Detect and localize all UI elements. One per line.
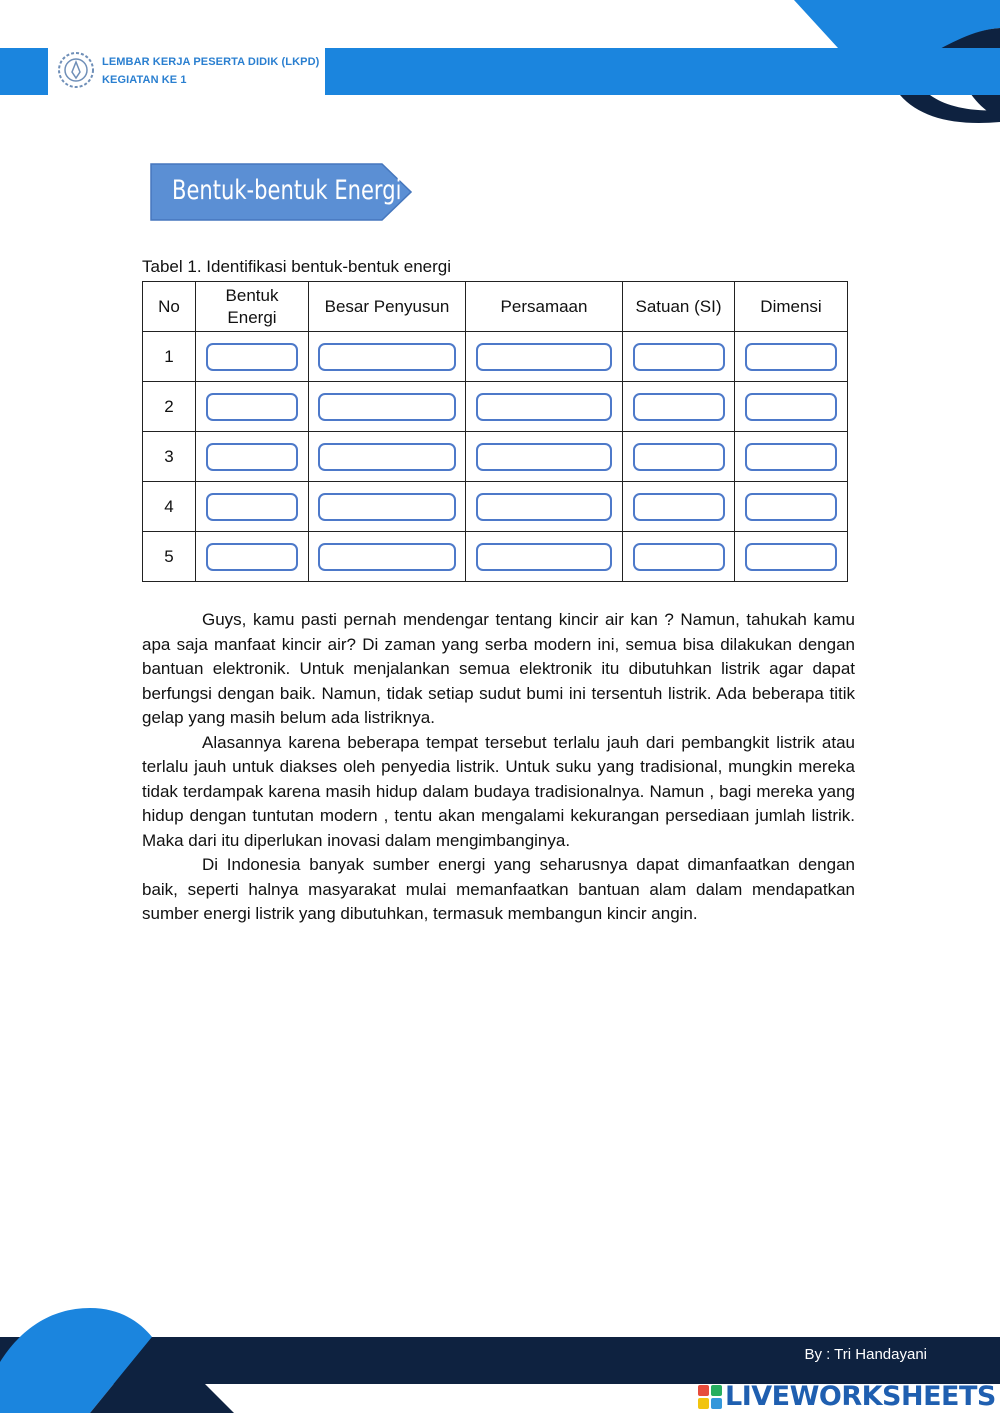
liveworksheets-live-icon [698,1385,722,1409]
school-logo-icon [56,50,96,90]
liveworksheets-logo [698,1382,996,1412]
answer-field-bentuk-energi[interactable] [206,443,298,471]
row-number: 4 [143,482,196,532]
section-title: Bentuk-bentuk Energi [172,175,402,206]
col-header-besar-penyusun: Besar Penyusun [309,282,466,332]
header-bar-left [0,48,48,95]
energy-table [142,281,848,582]
header-bar-right [325,48,1000,95]
answer-field-persamaan[interactable] [476,443,612,471]
answer-field-satuan[interactable] [633,493,725,521]
answer-field-persamaan[interactable] [476,343,612,371]
answer-field-besar-penyusun[interactable] [318,543,456,571]
paragraph-1: Guys, kamu pasti pernah mendengar tentang kincir air kan ? Namun, tahukah kamu apa saja manfaat kincir air? Di zaman yang serba modern ini, semua bisa dilakukan dengan bantuan elektronik. Untuk menjalankan semua elektronik itu dibutuhkan listrik agar dapat berfungsi dengan baik. Namun, tidak setiap sudut bumi ini tersentuh listrik. Ada beberapa titik gelap yang masih belum ada listriknya. [142,610,855,727]
col-header-no: No [143,282,196,332]
col-header-dimensi: Dimensi [735,282,848,332]
answer-field-persamaan[interactable] [476,493,612,521]
answer-field-dimensi[interactable] [745,343,837,371]
row-number: 5 [143,532,196,582]
header-title-line2: KEGIATAN KE 1 [102,74,187,86]
answer-field-persamaan[interactable] [476,543,612,571]
answer-field-satuan[interactable] [633,343,725,371]
col-header-bentuk-line1: Bentuk [225,285,279,305]
table-row [143,482,848,532]
liveworksheets-wordmark: LIVEWORKSHEETS [725,1381,996,1412]
answer-field-besar-penyusun[interactable] [318,493,456,521]
header-title-line1: LEMBAR KERJA PESERTA DIDIK (LKPD) [102,56,320,68]
row-number: 2 [143,382,196,432]
answer-field-bentuk-energi[interactable] [206,543,298,571]
row-number: 1 [143,332,196,382]
reading-passage [142,608,855,927]
footer-corner-decoration [0,1300,240,1413]
table-row [143,532,848,582]
answer-field-bentuk-energi[interactable] [206,393,298,421]
table-row [143,332,848,382]
answer-field-besar-penyusun[interactable] [318,343,456,371]
paragraph-3: Di Indonesia banyak sumber energi yang seharusnya dapat dimanfaatkan dengan baik, seperti halnya masyarakat mulai memanfaatkan bantuan alam dalam mendapatkan sumber energi listrik yang dibutuhkan, termasuk membangun kincir angin. [142,855,855,923]
col-header-bentuk-line2: Energi [227,307,277,327]
table-row [143,382,848,432]
table-caption: Tabel 1. Identifikasi bentuk-bentuk energi [142,257,452,276]
col-header-persamaan: Persamaan [466,282,623,332]
table-header-row [143,282,848,332]
answer-field-besar-penyusun[interactable] [318,443,456,471]
answer-field-dimensi[interactable] [745,443,837,471]
answer-field-besar-penyusun[interactable] [318,393,456,421]
header-title [102,53,319,89]
answer-field-bentuk-energi[interactable] [206,343,298,371]
answer-field-dimensi[interactable] [745,393,837,421]
row-number: 3 [143,432,196,482]
answer-field-dimensi[interactable] [745,543,837,571]
col-header-bentuk-energi [196,282,309,332]
answer-field-satuan[interactable] [633,443,725,471]
answer-field-persamaan[interactable] [476,393,612,421]
col-header-satuan: Satuan (SI) [623,282,735,332]
author-credit: By : Tri Handayani [804,1346,927,1363]
table-row [143,432,848,482]
paragraph-2: Alasannya karena beberapa tempat tersebut terlalu jauh dari pembangkit listrik atau terlalu jauh untuk diakses oleh penyedia listrik. Untuk suku yang tradisional, mungkin mereka tidak terdampak karena masih hidup dalam budaya tradisionalnya. Namun , bagi mereka yang hidup dengan tuntutan modern , tentu akan mengalami kekurangan persediaan jumlah listrik. Maka dari itu diperlukan inovasi dalam mengimbanginya. [142,732,855,850]
answer-field-bentuk-energi[interactable] [206,493,298,521]
answer-field-satuan[interactable] [633,543,725,571]
answer-field-dimensi[interactable] [745,493,837,521]
answer-field-satuan[interactable] [633,393,725,421]
